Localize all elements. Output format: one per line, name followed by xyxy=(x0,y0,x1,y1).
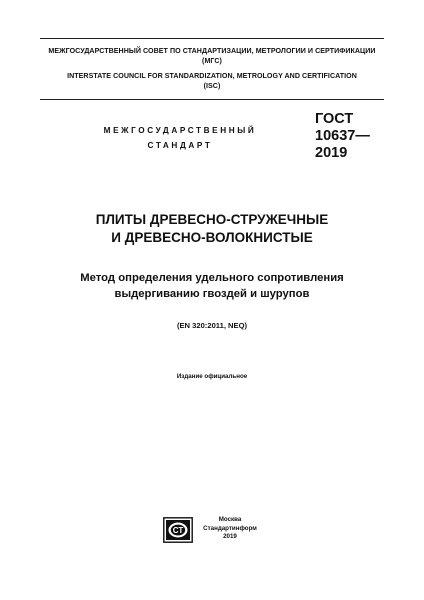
publisher-block xyxy=(200,516,260,542)
document-title-line1: ПЛИТЫ ДРЕВЕСНО-СТРУЖЕЧНЫЕ xyxy=(95,212,329,227)
publisher-year: 2019 xyxy=(223,533,237,541)
document-subtitle-line2: выдергиванию гвоздей и шурупов xyxy=(114,288,310,300)
standard-designation xyxy=(315,111,370,162)
council-abbrev-ru: (МГС) xyxy=(202,56,222,65)
document-title-line2: И ДРЕВЕСНО-ВОЛОКНИСТЫЕ xyxy=(111,230,313,245)
header-divider xyxy=(40,99,384,100)
edition-note: Издание официальное xyxy=(176,373,248,380)
designation-prefix: ГОСТ xyxy=(315,111,354,127)
council-name-en-line1: INTERSTATE COUNCIL FOR STANDARDIZATION, METROLOGY AND CERTIFICATION xyxy=(67,72,357,80)
standard-type-line2: СТАНДАРТ xyxy=(147,141,213,150)
standartinform-logo-icon xyxy=(163,517,193,543)
council-name-russian xyxy=(40,47,384,66)
council-name-ru-line1: МЕЖГОСУДАРСТВЕННЫЙ СОВЕТ ПО СТАНДАРТИЗАЦИИ, МЕТРОЛОГИИ И СЕРТИФИКАЦИИ xyxy=(48,47,376,55)
publisher-name: Стандартинформ xyxy=(203,524,257,532)
standard-type-line1: МЕЖГОСУДАРСТВЕННЫЙ xyxy=(103,126,257,135)
council-name-english xyxy=(40,72,384,91)
svg-text:СТ: СТ xyxy=(172,526,184,536)
designation-number: 10637— xyxy=(315,128,370,144)
document-subtitle-line1: Метод определения удельного сопротивления xyxy=(80,272,344,284)
designation-year: 2019 xyxy=(315,145,348,161)
publisher-city: Москва xyxy=(218,516,242,523)
council-abbrev-en: (ISC) xyxy=(203,81,221,90)
standard-reference: (EN 320:2011, NEQ) xyxy=(176,321,248,330)
top-divider xyxy=(40,38,384,39)
